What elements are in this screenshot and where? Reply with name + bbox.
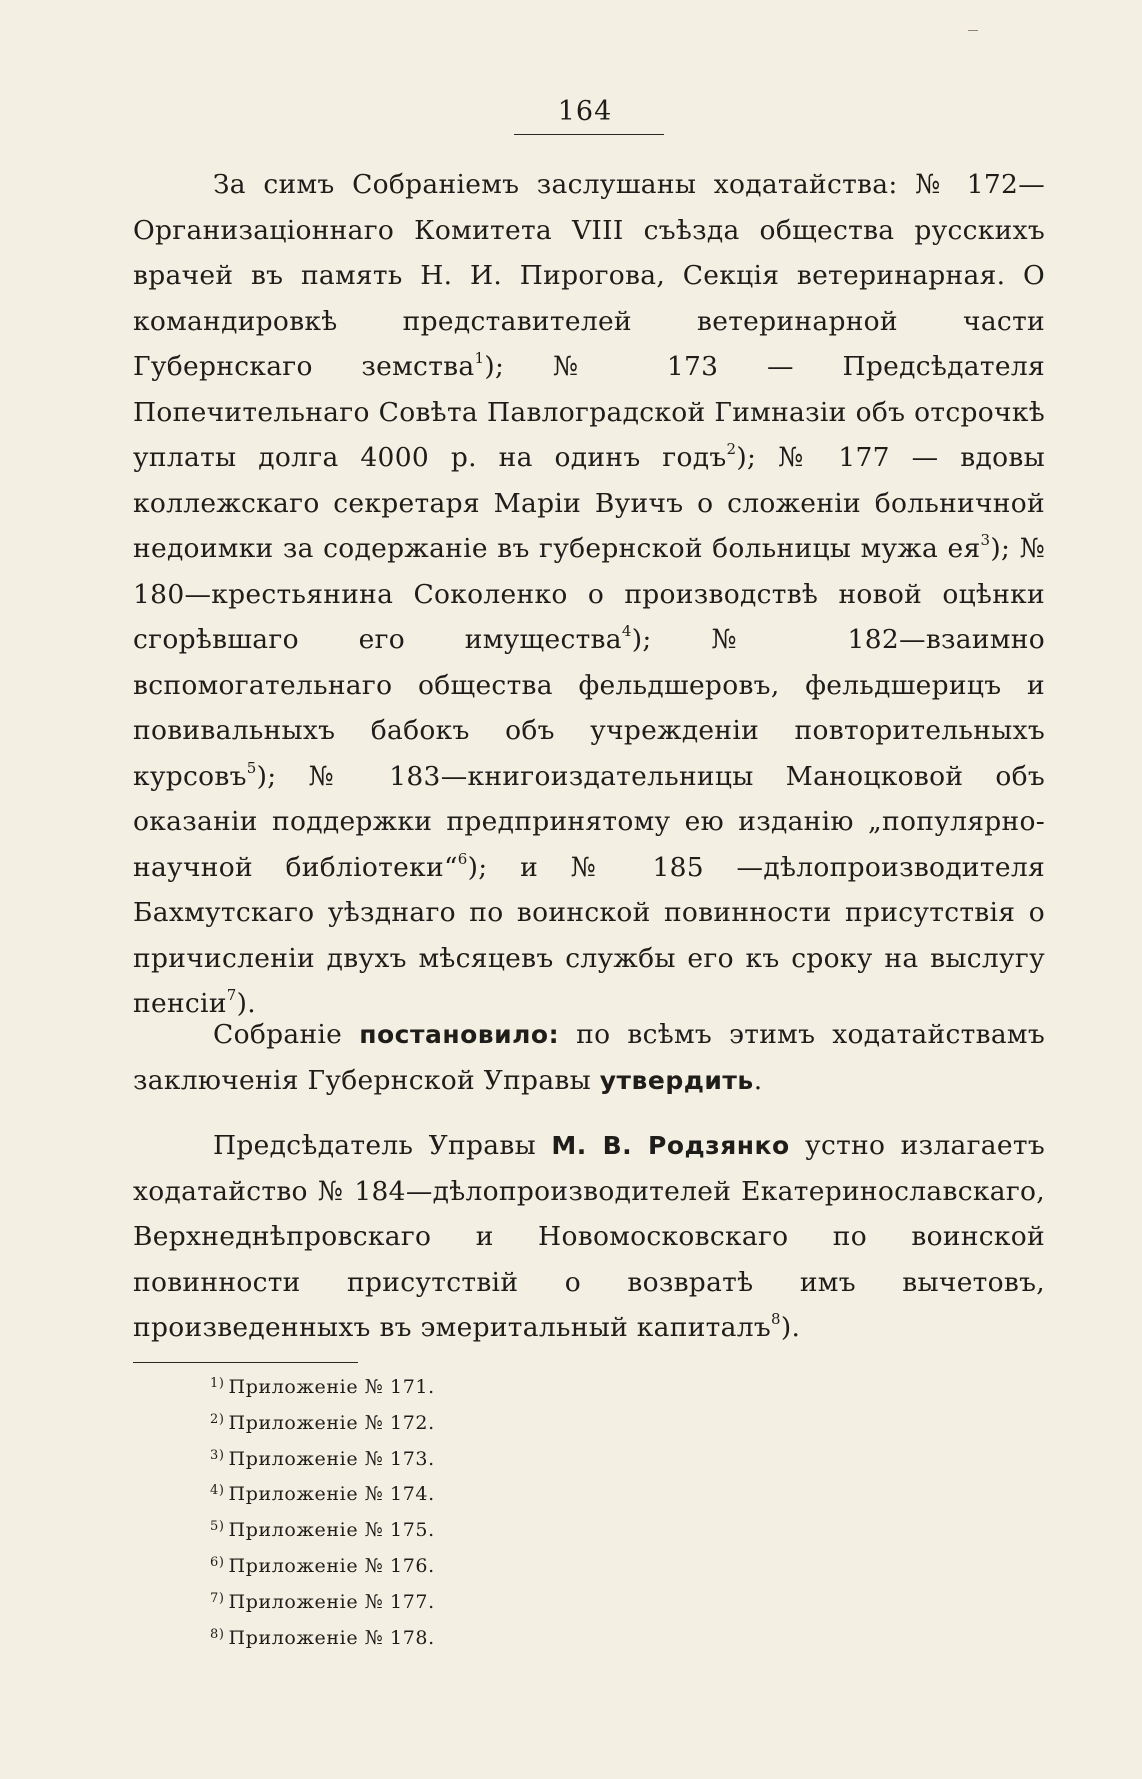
footnote-mark: 8) (210, 1626, 225, 1642)
footnote-text: Приложеніе № 176. (228, 1554, 435, 1577)
text-run: За симъ Собраніемъ заслушаны ходатайства: № 172— Организаціоннаго Комитета VIII съѣзда общества русскихъ врачей въ память Н. И. Пирогова, Секція ветеринарная. О командировкѣ представителей ветеринарной части Губернскаго земства (133, 169, 1045, 382)
footnote-text: Приложеніе № 172. (228, 1411, 435, 1434)
footnote (210, 1443, 710, 1479)
footnote-text: Приложеніе № 175. (228, 1519, 435, 1542)
text-run: по всѣмъ этимъ ходатайствамъ заключенія Губернской Управы (133, 1019, 1045, 1096)
text-run: ); № 182—взаимно вспомогательнаго общества фельдшеровъ, фельдшерицъ и повивальныхъ бабокъ объ учрежденіи повторительныхъ курсовъ (133, 624, 1045, 792)
footnote (210, 1550, 710, 1586)
footnote-mark: 5) (210, 1519, 225, 1535)
text-run: Собраніе (213, 1019, 360, 1050)
footnote (210, 1407, 710, 1443)
footnote-ref: 7 (226, 986, 237, 1005)
footnote-text: Приложеніе № 178. (228, 1626, 435, 1649)
text-run: Предсѣдатель Управы (213, 1130, 552, 1161)
footnote-ref: 4 (621, 622, 632, 641)
footnotes (210, 1371, 710, 1657)
footnote (210, 1478, 710, 1514)
text-run: ); № 180—крестьянина Соколенко о производствѣ новой оцѣнки сгорѣвшаго его имущества (133, 533, 1045, 655)
footnote-mark: 3) (210, 1447, 225, 1463)
text-run: ); № 177 — вдовы коллежскаго секретаря Маріи Вуичъ о сложеніи больничной недоимки за содержаніе въ губернской больницы мужа ея (133, 442, 1045, 564)
text-run: устно излагаетъ ходатайство № 184—дѣлопроизводителей Екатеринославскаго, Верхнеднѣпровскаго и Новомосковскаго по воинской повинности присутствій о возвратѣ имъ вычетовъ, произведенныхъ въ эмеритальный капиталъ (133, 1130, 1045, 1343)
footnote-ref: 3 (980, 531, 991, 550)
footnote-ref: 5 (246, 758, 257, 777)
footnote-mark: 6) (210, 1554, 225, 1570)
page-number: 164 (557, 96, 613, 127)
text-run: ); № 173 — Предсѣдателя Попечительнаго Совѣта Павлоградской Гимназіи объ отсрочкѣ уплаты долга 4000 р. на одинъ годъ (133, 351, 1045, 473)
footnote-text: Приложеніе № 171. (228, 1376, 435, 1398)
emphasis-approve: утвердить (599, 1065, 754, 1095)
text-run: ). (236, 988, 257, 1019)
emphasis-name: М. В. Родзянко (551, 1131, 790, 1160)
text-run: ). (780, 1312, 801, 1343)
text-run: ); и № 185 —дѣлопроизводителя Бахмутскаго уѣзднаго по воинской повинности присутствія о причисленіи двухъ мѣсяцевъ службы его къ сроку на выслугу пенсіи (133, 851, 1045, 1019)
page-number-rule (514, 134, 664, 135)
footnote-mark: 2) (210, 1411, 225, 1427)
text-run: ); № 183—книгоиздательницы Маноцковой объ оказаніи поддержки предпринятому ею изданію „популярно-научной библіотеки“ (133, 760, 1045, 883)
footnote-mark: 7) (210, 1590, 225, 1606)
emphasis-resolved: постановило: (359, 1020, 560, 1049)
footnote-text: Приложеніе № 177. (228, 1590, 435, 1613)
footnote-mark: 4) (210, 1483, 225, 1499)
footnote-ref: 6 (457, 849, 468, 868)
footnote (210, 1514, 710, 1550)
text-run: . (753, 1064, 763, 1096)
footnote-text: Приложеніе № 173. (228, 1447, 435, 1470)
footnote-rule (133, 1362, 358, 1363)
footnote (210, 1622, 710, 1658)
footnote-ref: 2 (726, 440, 737, 459)
footnote-ref: 8 (771, 1310, 781, 1329)
footnote-ref: 1 (474, 349, 485, 368)
footnote (210, 1586, 710, 1622)
footnote-mark: 1) (210, 1376, 225, 1391)
footnote-text: Приложеніе № 174. (228, 1483, 435, 1506)
paragraph-chairman (133, 1123, 1045, 1351)
paragraph-resolution (133, 1012, 1045, 1103)
corner-mark (968, 30, 978, 31)
footnote (210, 1371, 710, 1407)
paragraph-petitions (133, 162, 1045, 1027)
